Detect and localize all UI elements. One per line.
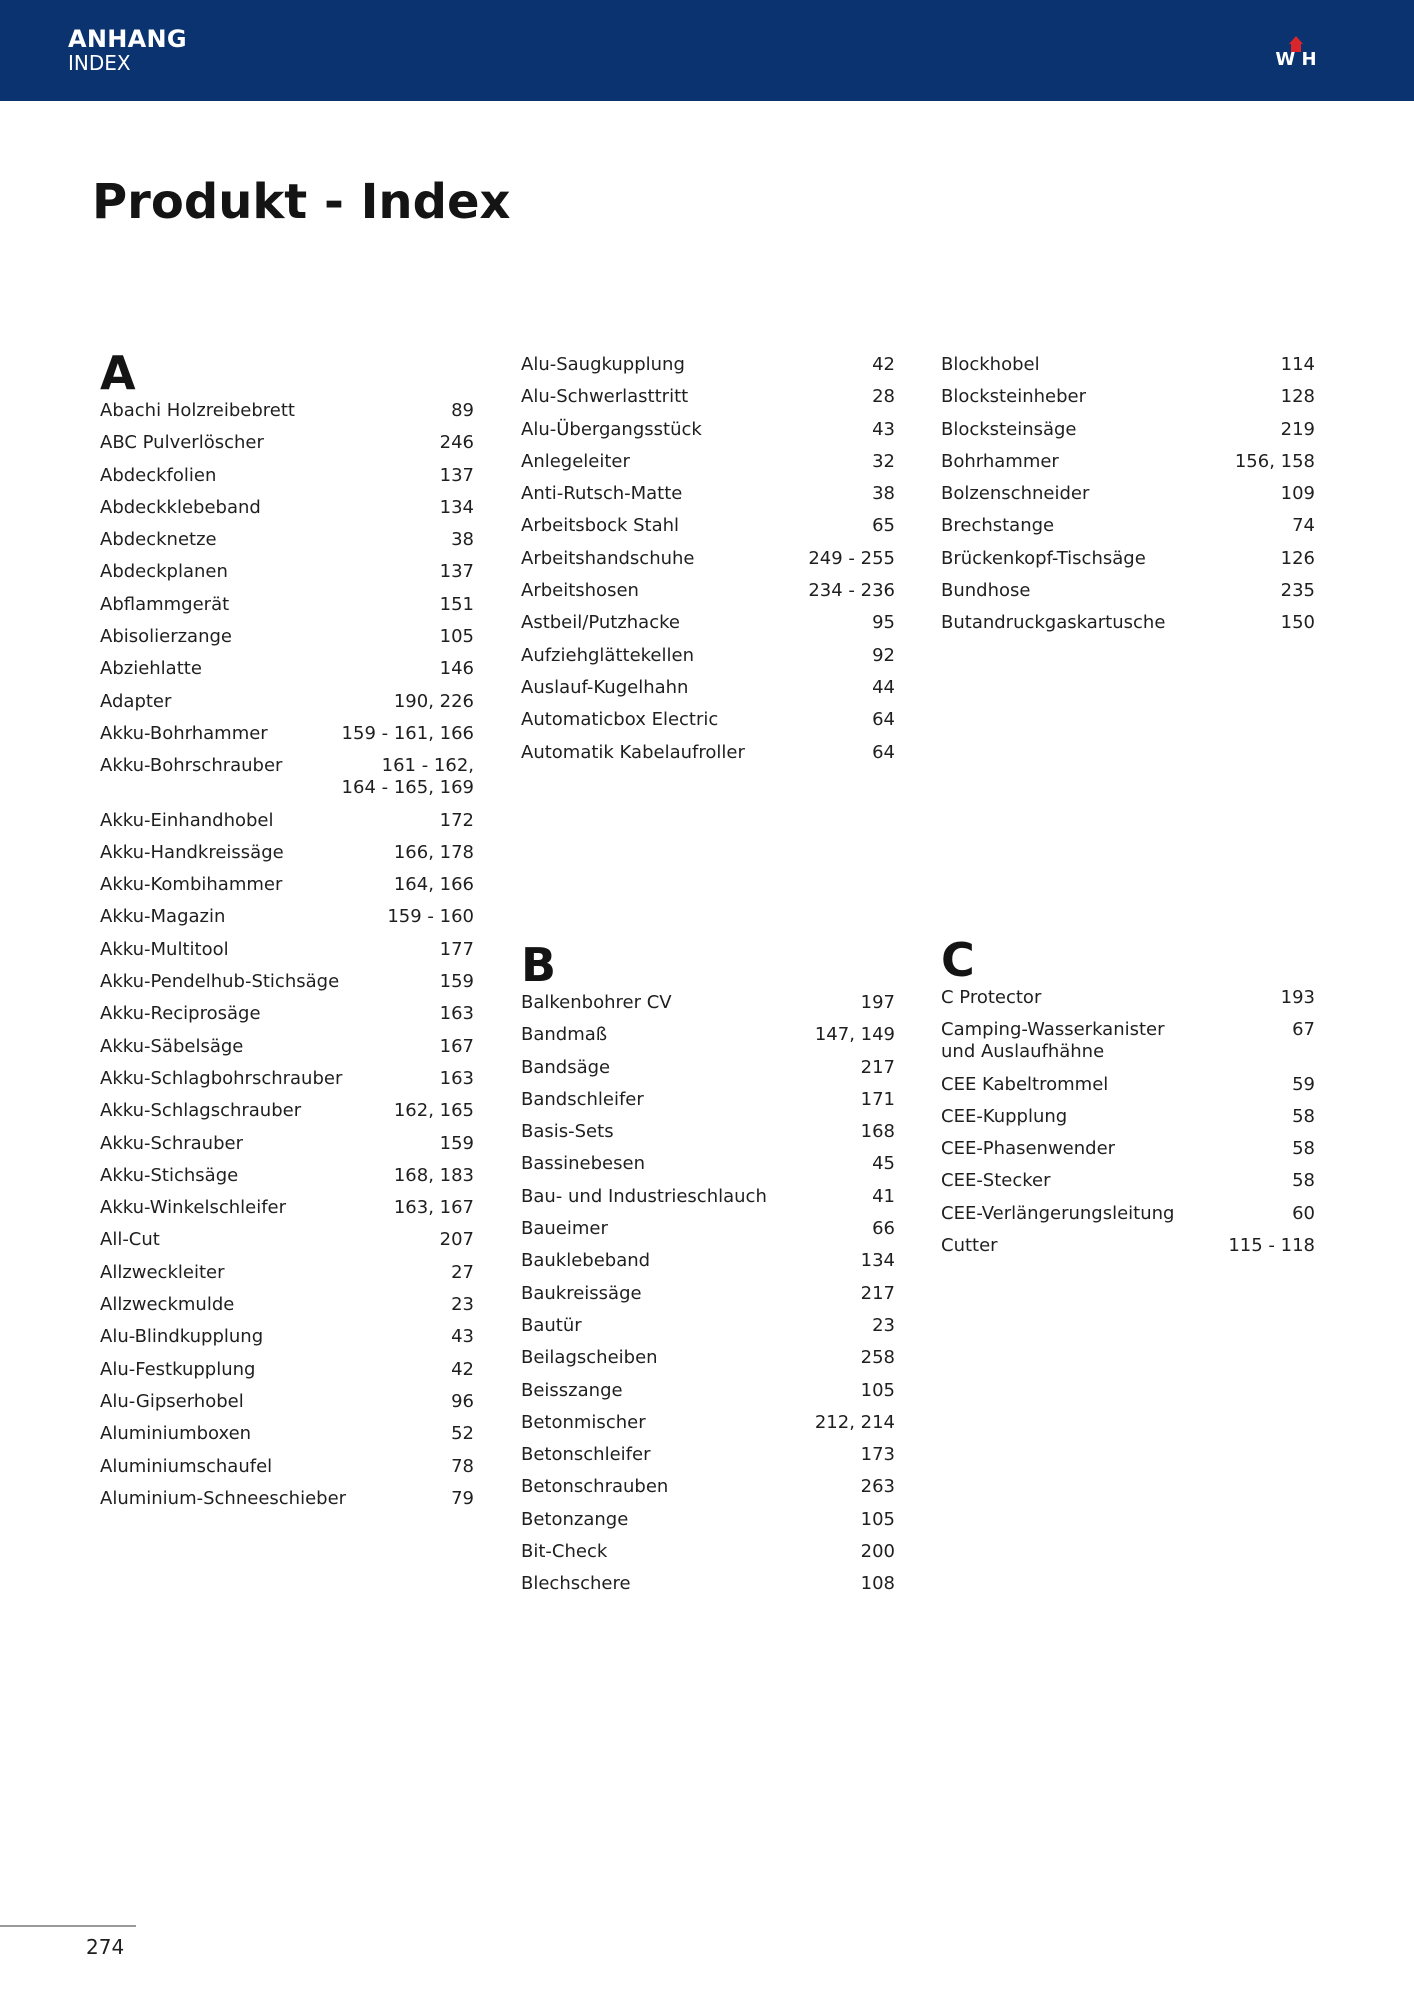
index-entry-name: Allzweckleiter	[100, 1261, 225, 1283]
index-entry	[100, 1229, 474, 1251]
index-entry-pages: 58	[1292, 1138, 1315, 1160]
index-entry-name: Akku-Magazin	[100, 906, 226, 928]
index-entry	[521, 1024, 895, 1046]
index-section-b-continued	[941, 354, 1315, 634]
index-entry	[941, 419, 1315, 441]
index-entry	[100, 594, 474, 616]
index-entry	[941, 1170, 1315, 1192]
index-entry-list	[941, 987, 1315, 1257]
index-entry-name: All-Cut	[100, 1229, 160, 1251]
index-entry-name: CEE-Stecker	[941, 1170, 1051, 1192]
index-entry-pages: 109	[1280, 483, 1315, 505]
index-entry-pages: 42	[451, 1358, 474, 1380]
page-number: 274	[86, 1935, 125, 1959]
index-entry-name: Akku-Handkreissäge	[100, 841, 284, 863]
index-entry-pages: 159	[439, 971, 474, 993]
index-entry-pages: 126	[1280, 547, 1315, 569]
header-section-title: ANHANG	[68, 25, 187, 53]
index-entry	[521, 645, 895, 667]
index-entry-pages: 137	[439, 561, 474, 583]
index-entry-name: Akku-Multitool	[100, 938, 229, 960]
index-letter: B	[521, 938, 557, 992]
index-entry	[521, 515, 895, 537]
index-entry-pages: 173	[860, 1444, 895, 1466]
index-entry	[521, 483, 895, 505]
index-entry-name: Bauklebeband	[521, 1250, 651, 1272]
index-entry-name: ABC Pulverlöscher	[100, 432, 264, 454]
index-entry-pages: 27	[451, 1261, 474, 1283]
index-entry	[100, 939, 474, 961]
index-entry-name: Aluminiumboxen	[100, 1423, 252, 1445]
index-entry-pages: 166, 178	[393, 841, 474, 863]
index-entry	[100, 755, 474, 799]
index-entry-pages: 58	[1292, 1105, 1315, 1127]
index-entry	[521, 1573, 895, 1595]
index-entry-name: Aufziehglättekellen	[521, 644, 694, 666]
index-entry	[100, 1488, 474, 1510]
index-entry	[521, 1315, 895, 1337]
index-entry	[941, 1138, 1315, 1160]
index-entry-pages: 171	[860, 1088, 895, 1110]
index-entry-pages: 190, 226	[393, 690, 474, 712]
index-entry	[521, 1509, 895, 1531]
index-entry-pages: 167	[439, 1035, 474, 1057]
index-entry	[521, 677, 895, 699]
index-entry-name: Abziehlatte	[100, 658, 202, 680]
index-entry-pages: 168	[860, 1121, 895, 1143]
index-entry-pages: 114	[1280, 354, 1315, 375]
index-entry-name: Allzweckmulde	[100, 1294, 235, 1316]
index-entry-name: Arbeitsbock Stahl	[521, 515, 680, 537]
index-entry	[521, 1380, 895, 1402]
index-entry-name: Aluminiumschaufel	[100, 1455, 273, 1477]
index-entry	[521, 1283, 895, 1305]
index-entry	[941, 580, 1315, 602]
index-entry-name: Abdecknetze	[100, 529, 217, 551]
index-entry-name: CEE-Phasenwender	[941, 1138, 1116, 1160]
index-entry-name: Akku-Schrauber	[100, 1132, 243, 1154]
index-entry-pages: 115 - 118	[1228, 1235, 1315, 1257]
index-entry	[521, 992, 895, 1014]
index-entry-pages: 197	[860, 992, 895, 1013]
index-entry-pages: 66	[872, 1218, 895, 1240]
index-entry	[941, 612, 1315, 634]
logo-roof-icon	[1289, 36, 1303, 44]
index-entry-name: Betonzange	[521, 1508, 629, 1530]
index-entry-pages: 44	[872, 676, 895, 698]
index-entry-list	[941, 354, 1315, 634]
index-entry-pages: 58	[1292, 1170, 1315, 1192]
index-entry-pages: 96	[451, 1390, 474, 1412]
index-entry-name: Blocksteinheber	[941, 386, 1086, 408]
index-entry	[521, 580, 895, 602]
index-entry-name: Abdeckklebeband	[100, 496, 261, 518]
index-entry	[100, 1003, 474, 1025]
index-entry	[100, 1359, 474, 1381]
index-entry-pages: 43	[872, 418, 895, 440]
index-entry-pages: 41	[872, 1185, 895, 1207]
index-section-a	[100, 348, 474, 1510]
index-entry-pages: 105	[439, 626, 474, 648]
index-entry	[941, 1106, 1315, 1128]
index-entry	[100, 1326, 474, 1348]
index-entry-pages: 200	[860, 1541, 895, 1563]
index-entry-name: Abachi Holzreibebrett	[100, 400, 295, 421]
index-entry-pages: 163, 167	[393, 1197, 474, 1219]
index-entry-name: Akku-Winkelschleifer	[100, 1197, 287, 1219]
index-entry	[100, 906, 474, 928]
index-entry	[521, 1121, 895, 1143]
index-entry-pages: 159	[439, 1132, 474, 1154]
index-entry-pages: 67	[1292, 1019, 1315, 1041]
index-entry	[521, 1057, 895, 1079]
logo-wordmark: W H	[1275, 49, 1317, 68]
index-entry-name: Bandsäge	[521, 1056, 611, 1078]
index-entry	[521, 612, 895, 634]
index-entry-name: Arbeitshandschuhe	[521, 547, 695, 569]
index-entry-name: Abflammgerät	[100, 593, 230, 615]
index-entry-pages: 162, 165	[393, 1100, 474, 1122]
index-entry-name: CEE-Verlängerungsleitung	[941, 1202, 1175, 1224]
index-entry	[100, 465, 474, 487]
index-entry-pages: 28	[872, 386, 895, 408]
index-entry-name: Alu-Übergangsstück	[521, 418, 702, 440]
index-entry-name: Alu-Blindkupplung	[100, 1326, 264, 1348]
index-entry-name: Beilagscheiben	[521, 1347, 658, 1369]
index-entry-pages: 163	[439, 1003, 474, 1025]
index-entry-pages: 128	[1280, 386, 1315, 408]
index-entry-pages: 78	[451, 1455, 474, 1477]
index-entry-name: Beisszange	[521, 1379, 623, 1401]
index-column-2	[521, 354, 895, 1595]
index-entry	[941, 548, 1315, 570]
index-entry-pages: 52	[451, 1423, 474, 1445]
index-entry-name: Alu-Schwerlasttritt	[521, 386, 689, 408]
index-entry-name: Automaticbox Electric	[521, 709, 719, 731]
index-entry-name: Akku-Säbelsäge	[100, 1035, 244, 1057]
index-entry	[100, 658, 474, 680]
index-entry-pages: 105	[860, 1379, 895, 1401]
index-entry-name: Abisolierzange	[100, 626, 232, 648]
index-entry-pages: 146	[439, 658, 474, 680]
index-entry-pages: 217	[860, 1282, 895, 1304]
index-entry-name: Adapter	[100, 690, 172, 712]
index-entry	[100, 1391, 474, 1413]
index-entry-name: Bandschleifer	[521, 1088, 644, 1110]
index-entry	[521, 1250, 895, 1272]
index-entry-pages: 23	[451, 1294, 474, 1316]
index-entry	[100, 723, 474, 745]
index-entry-pages: 38	[872, 483, 895, 505]
index-letter: C	[941, 933, 975, 987]
index-entry-name: Bandmaß	[521, 1024, 608, 1046]
index-entry-name: Camping-Wasserkanister und Auslaufhähne	[941, 1019, 1165, 1063]
index-entry	[521, 1412, 895, 1434]
index-entry	[941, 354, 1315, 376]
index-entry-pages: 161 - 162, 164 - 165, 169	[341, 755, 474, 799]
index-entry-name: Bit-Check	[521, 1541, 608, 1563]
index-entry	[521, 1089, 895, 1111]
index-entry-name: Blockhobel	[941, 354, 1040, 375]
index-entry	[941, 987, 1315, 1009]
index-entry	[100, 1165, 474, 1187]
index-entry-pages: 147, 149	[814, 1024, 895, 1046]
index-entry-name: Abdeckfolien	[100, 464, 217, 486]
index-column-1	[100, 348, 474, 1520]
index-entry-pages: 168, 183	[393, 1164, 474, 1186]
index-entry	[521, 1186, 895, 1208]
index-entry-pages: 92	[872, 644, 895, 666]
index-entry-name: Blechschere	[521, 1573, 631, 1595]
index-entry	[100, 1262, 474, 1284]
index-entry-name: Butandruckgaskartusche	[941, 612, 1166, 634]
index-entry-name: Anlegeleiter	[521, 450, 630, 472]
index-entry	[521, 419, 895, 441]
index-entry-pages: 95	[872, 612, 895, 634]
index-entry-pages: 159 - 161, 166	[341, 722, 474, 744]
index-entry	[521, 1476, 895, 1498]
index-entry-name: Akku-Einhandhobel	[100, 809, 274, 831]
index-entry-pages: 134	[860, 1250, 895, 1272]
index-entry-pages: 32	[872, 450, 895, 472]
index-entry-name: Cutter	[941, 1235, 998, 1257]
index-entry-pages: 38	[451, 529, 474, 551]
index-entry-pages: 249 - 255	[808, 547, 895, 569]
index-entry	[100, 497, 474, 519]
index-entry-name: Bohrhammer	[941, 450, 1059, 472]
index-entry-pages: 151	[439, 593, 474, 615]
header-subsection-title: INDEX	[68, 51, 131, 75]
index-entry-name: Baueimer	[521, 1218, 608, 1240]
index-entry-pages: 156, 158	[1234, 450, 1315, 472]
index-section-b	[521, 940, 895, 1606]
index-entry-pages: 89	[451, 400, 474, 421]
company-logo	[1270, 34, 1322, 68]
index-entry	[521, 1218, 895, 1240]
footer-divider	[0, 1925, 136, 1927]
index-entry	[521, 709, 895, 731]
index-entry-name: Auslauf-Kugelhahn	[521, 676, 689, 698]
index-entry-pages: 65	[872, 515, 895, 537]
index-entry-name: Anti-Rutsch-Matte	[521, 483, 683, 505]
index-entry-name: Alu-Saugkupplung	[521, 354, 685, 375]
index-entry-name: Aluminium-Schneeschieber	[100, 1487, 347, 1509]
index-entry-pages: 212, 214	[814, 1411, 895, 1433]
index-entry	[941, 515, 1315, 537]
index-entry	[521, 451, 895, 473]
index-entry-name: Abdeckplanen	[100, 561, 228, 583]
index-entry-name: Astbeil/Putzhacke	[521, 612, 680, 634]
index-entry-pages: 42	[872, 354, 895, 375]
index-entry-name: Alu-Festkupplung	[100, 1358, 256, 1380]
index-entry-name: Akku-Bohrschrauber	[100, 755, 283, 777]
index-entry	[941, 1074, 1315, 1096]
index-entry-name: Bolzenschneider	[941, 483, 1090, 505]
index-entry-list	[521, 354, 895, 764]
index-entry-pages: 163	[439, 1067, 474, 1089]
index-entry-pages: 105	[860, 1508, 895, 1530]
index-entry	[941, 451, 1315, 473]
index-entry	[100, 432, 474, 454]
index-entry-pages: 217	[860, 1056, 895, 1078]
index-entry-name: Akku-Reciprosäge	[100, 1003, 261, 1025]
index-entry-pages: 235	[1280, 580, 1315, 602]
index-entry-pages: 108	[860, 1573, 895, 1595]
header-bar	[0, 0, 1414, 101]
index-entry	[100, 529, 474, 551]
index-entry	[521, 548, 895, 570]
index-entry-name: Bundhose	[941, 580, 1031, 602]
index-entry	[521, 1444, 895, 1466]
index-entry-name: Alu-Gipserhobel	[100, 1390, 244, 1412]
index-entry-pages: 134	[439, 496, 474, 518]
index-entry-name: CEE Kabeltrommel	[941, 1073, 1109, 1095]
index-entry	[521, 1347, 895, 1369]
index-entry-name: Blocksteinsäge	[941, 418, 1077, 440]
index-entry-pages: 246	[439, 432, 474, 454]
index-column-3	[941, 354, 1315, 1257]
index-entry-pages: 43	[451, 1326, 474, 1348]
index-entry-name: Bassinebesen	[521, 1153, 645, 1175]
index-entry	[100, 1197, 474, 1219]
index-entry-pages: 159 - 160	[387, 906, 474, 928]
index-entry	[941, 483, 1315, 505]
index-entry-pages: 193	[1280, 987, 1315, 1008]
index-entry-pages: 74	[1292, 515, 1315, 537]
index-entry	[941, 1203, 1315, 1225]
index-section-a-continued	[521, 354, 895, 764]
index-entry	[100, 1068, 474, 1090]
index-entry-name: Bau- und Industrieschlauch	[521, 1185, 767, 1207]
index-entry	[100, 691, 474, 713]
index-entry-name: Akku-Stichsäge	[100, 1164, 239, 1186]
index-entry-pages: 164, 166	[393, 874, 474, 896]
index-entry	[100, 1456, 474, 1478]
index-letter: A	[100, 346, 136, 400]
index-entry-pages: 60	[1292, 1202, 1315, 1224]
index-entry-pages: 59	[1292, 1073, 1315, 1095]
index-entry	[100, 842, 474, 864]
index-entry-name: Betonschleifer	[521, 1444, 651, 1466]
index-entry-pages: 177	[439, 938, 474, 960]
page-title: Produkt - Index	[92, 174, 511, 230]
index-entry-name: CEE-Kupplung	[941, 1105, 1068, 1127]
index-entry-pages: 234 - 236	[808, 580, 895, 602]
index-entry	[521, 1541, 895, 1563]
index-entry	[100, 1100, 474, 1122]
index-entry-list	[100, 400, 474, 1510]
index-entry-pages: 45	[872, 1153, 895, 1175]
index-entry-name: Arbeitshosen	[521, 580, 639, 602]
index-entry	[100, 1133, 474, 1155]
index-entry-name: Baukreissäge	[521, 1282, 642, 1304]
index-entry	[100, 1036, 474, 1058]
index-entry-pages: 172	[439, 809, 474, 831]
index-entry-pages: 258	[860, 1347, 895, 1369]
index-entry-name: Brückenkopf-Tischsäge	[941, 547, 1146, 569]
index-entry-name: Basis-Sets	[521, 1121, 614, 1143]
index-entry-pages: 23	[872, 1314, 895, 1336]
index-entry	[100, 1423, 474, 1445]
index-entry	[941, 1235, 1315, 1257]
index-entry-name: Betonmischer	[521, 1411, 646, 1433]
index-entry	[521, 386, 895, 408]
index-entry	[100, 874, 474, 896]
index-entry-pages: 219	[1280, 418, 1315, 440]
index-entry	[521, 742, 895, 764]
index-entry-pages: 64	[872, 741, 895, 763]
index-entry-name: Akku-Schlagbohrschrauber	[100, 1067, 343, 1089]
index-entry-pages: 207	[439, 1229, 474, 1251]
index-entry-pages: 137	[439, 464, 474, 486]
index-entry-name: Brechstange	[941, 515, 1055, 537]
index-entry	[100, 1294, 474, 1316]
index-entry-pages: 263	[860, 1476, 895, 1498]
index-entry-name: Akku-Schlagschrauber	[100, 1100, 302, 1122]
index-entry	[100, 400, 474, 422]
index-entry-name: Automatik Kabelaufroller	[521, 741, 745, 763]
index-entry-name: Akku-Pendelhub-Stichsäge	[100, 971, 340, 993]
index-section-c	[941, 935, 1315, 1267]
index-entry	[100, 971, 474, 993]
index-entry	[100, 626, 474, 648]
index-entry-name: C Protector	[941, 987, 1042, 1008]
index-entry-list	[521, 992, 895, 1595]
index-entry	[100, 561, 474, 583]
index-entry-name: Akku-Bohrhammer	[100, 722, 268, 744]
index-entry-pages: 79	[451, 1487, 474, 1509]
index-entry	[941, 386, 1315, 408]
index-entry-name: Betonschrauben	[521, 1476, 669, 1498]
index-entry-pages: 64	[872, 709, 895, 731]
index-entry-pages: 150	[1280, 612, 1315, 634]
index-entry	[521, 354, 895, 376]
index-entry-name: Akku-Kombihammer	[100, 874, 283, 896]
index-entry	[941, 1019, 1315, 1063]
index-entry	[100, 810, 474, 832]
index-entry-name: Balkenbohrer CV	[521, 992, 672, 1013]
index-entry-name: Bautür	[521, 1314, 582, 1336]
index-entry	[521, 1153, 895, 1175]
